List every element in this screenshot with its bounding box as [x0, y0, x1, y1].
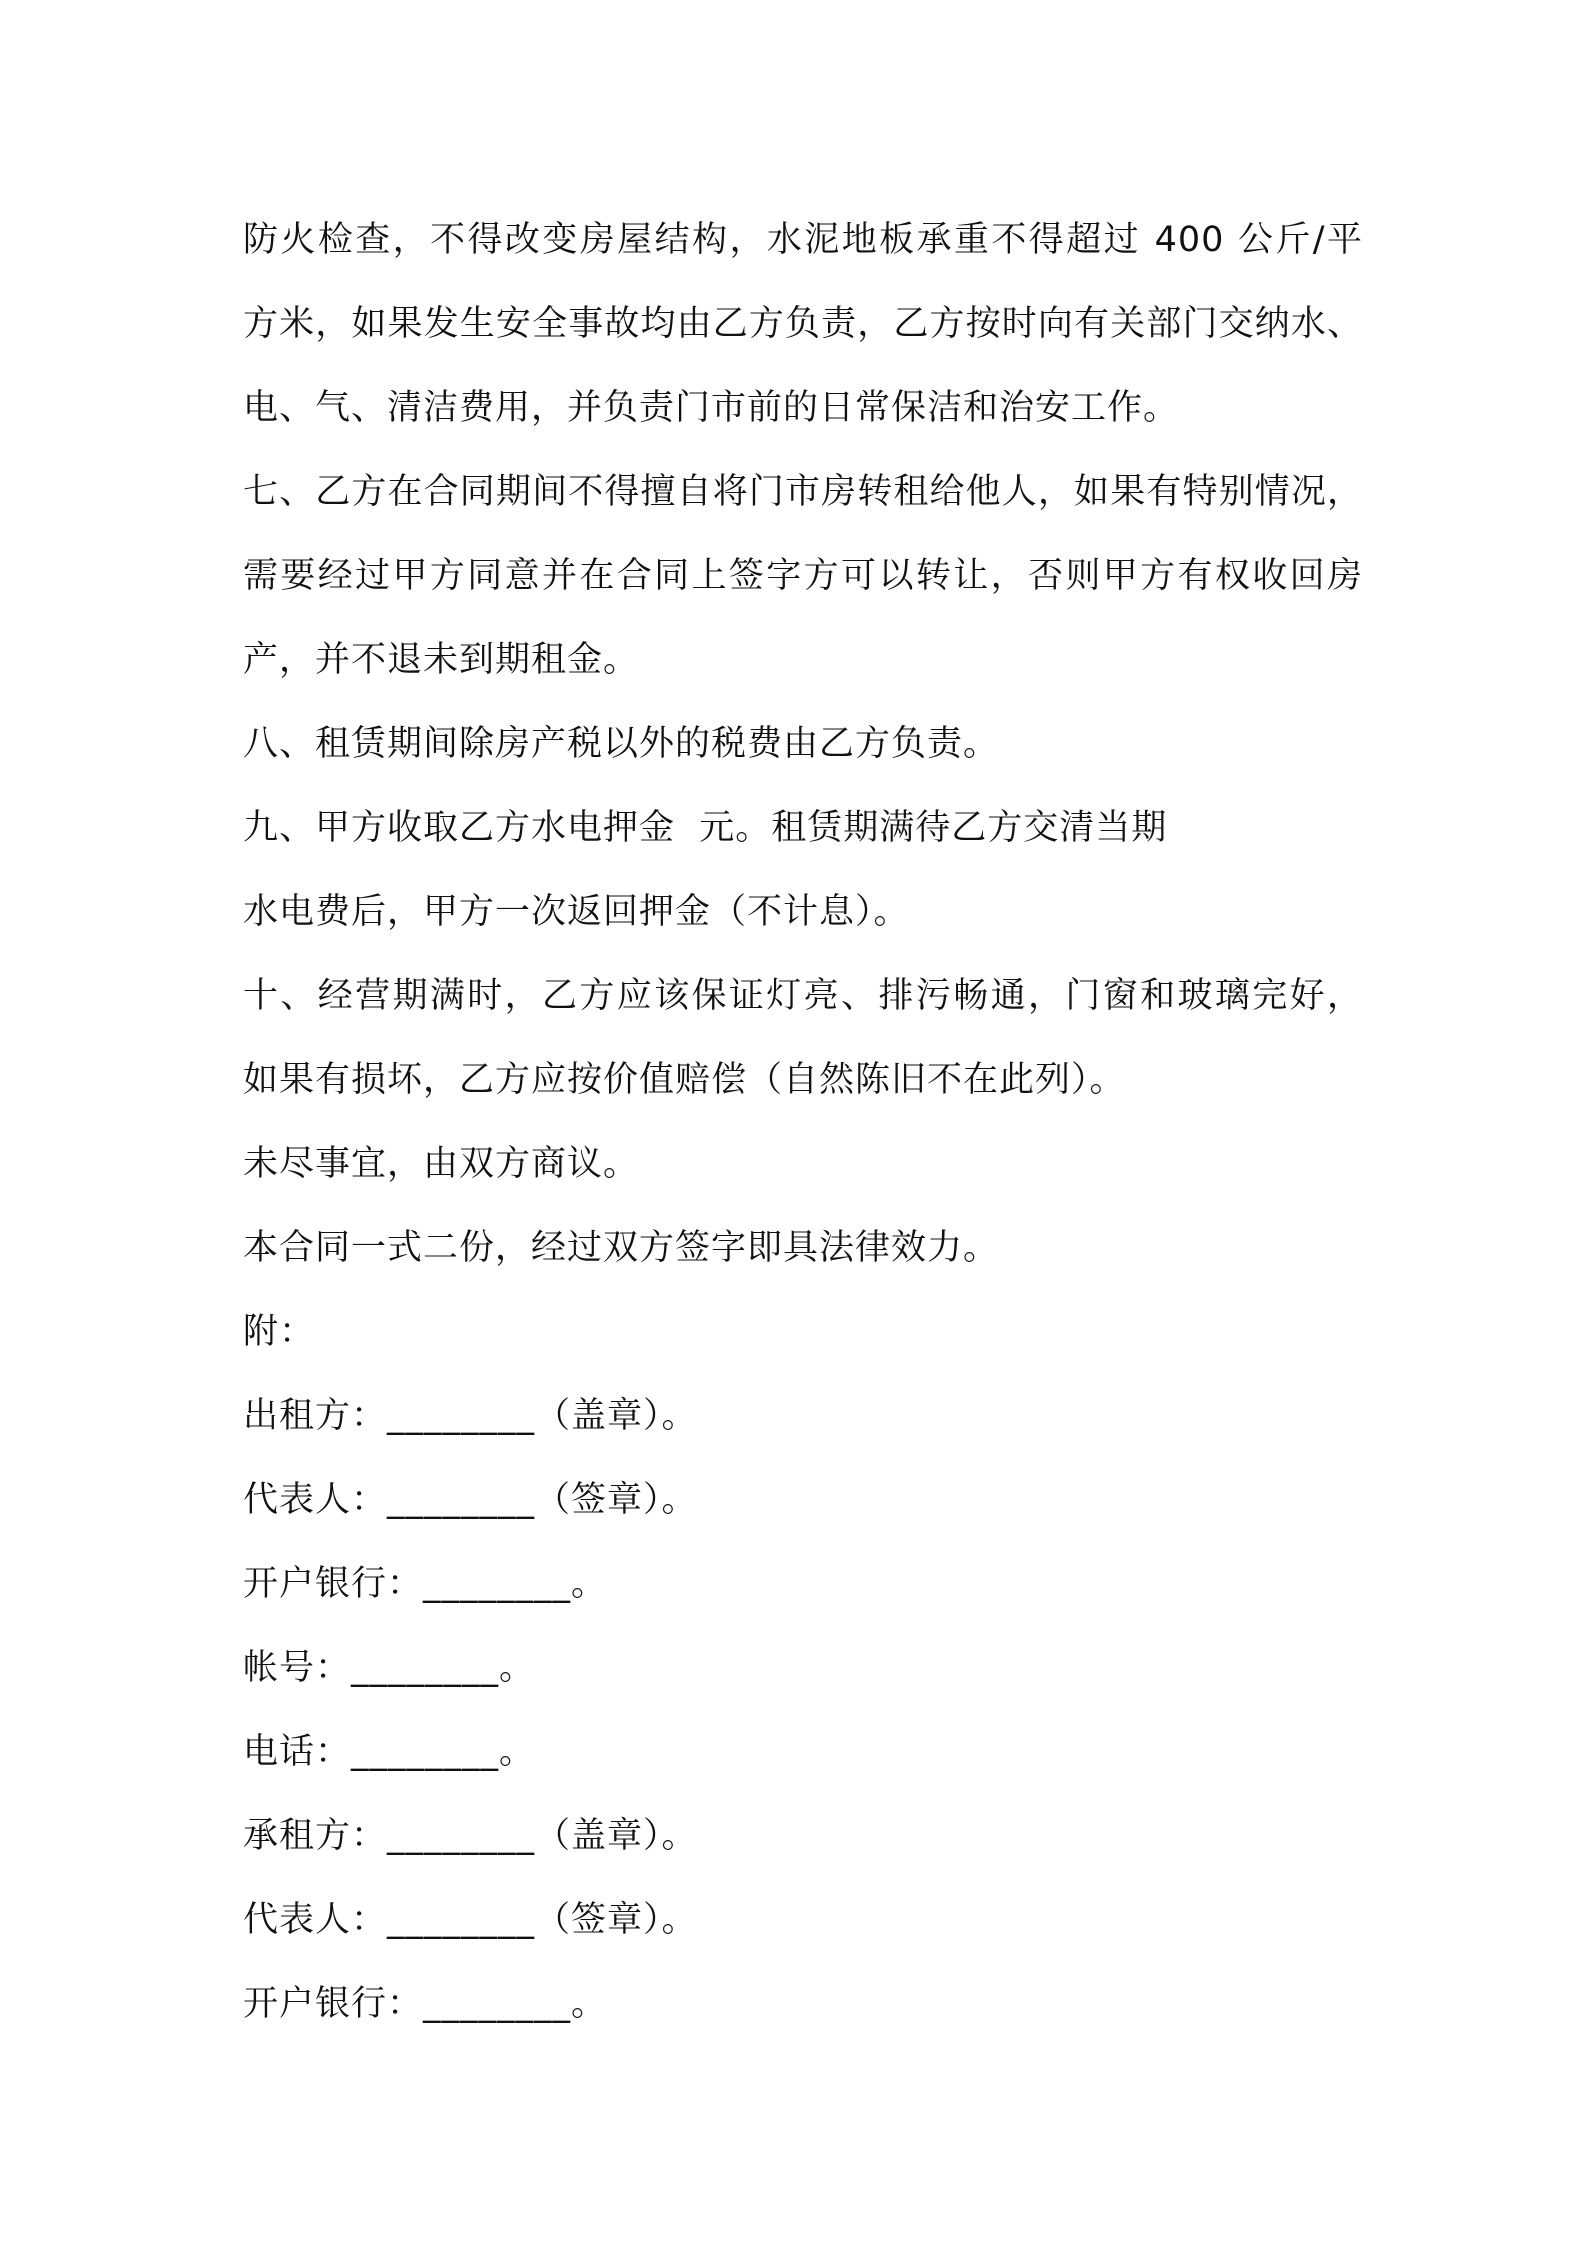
text-line: 产，并不退未到期租金。: [243, 640, 640, 680]
appendix-label: 附：: [243, 1312, 316, 1352]
clause-8: 八、租赁期间除房产税以外的税费由乙方负责。: [243, 724, 1000, 764]
lessee-field: 承租方：________（盖章）。: [243, 1816, 698, 1856]
lessor-representative-field: 代表人：________（签章）。: [243, 1480, 698, 1520]
copies-statement: 本合同一式二份，经过双方签字即具法律效力。: [243, 1228, 1000, 1268]
lessor-bank-field: 开户银行：________。: [243, 1564, 608, 1604]
text-line: 防火检查，不得改变房屋结构，水泥地板承重不得超过 400 公斤/平: [243, 220, 1363, 260]
remaining-matters: 未尽事宜，由双方商议。: [243, 1144, 640, 1184]
clause-7: 七、乙方在合同期间不得擅自将门市房转租给他人，如果有特别情况，: [243, 472, 1363, 512]
clause-10: 十、经营期满时，乙方应该保证灯亮、排污畅通，门窗和玻璃完好，: [243, 976, 1363, 1016]
lessor-field: 出租方：________（盖章）。: [243, 1396, 698, 1436]
document-body: [243, 198, 1363, 2046]
lessee-bank-field: 开户银行：________。: [243, 1984, 608, 2024]
text-line: 需要经过甲方同意并在合同上签字方可以转让，否则甲方有权收回房: [243, 556, 1363, 596]
lessor-phone-field: 电话：________。: [243, 1732, 536, 1772]
lessor-account-field: 帐号：________。: [243, 1648, 536, 1688]
text-line: 电、气、清洁费用，并负责门市前的日常保洁和治安工作。: [243, 388, 1180, 428]
clause-9: 九、甲方收取乙方水电押金 元。租赁期满待乙方交清当期: [243, 808, 1168, 848]
text-line: 水电费后，甲方一次返回押金（不计息）。: [243, 892, 910, 932]
text-line: 方米，如果发生安全事故均由乙方负责，乙方按时向有关部门交纳水、: [243, 304, 1363, 344]
text-line: 如果有损坏，乙方应按价值赔偿（自然陈旧不在此列）。: [243, 1060, 1126, 1100]
lessee-representative-field: 代表人：________（签章）。: [243, 1900, 698, 1940]
